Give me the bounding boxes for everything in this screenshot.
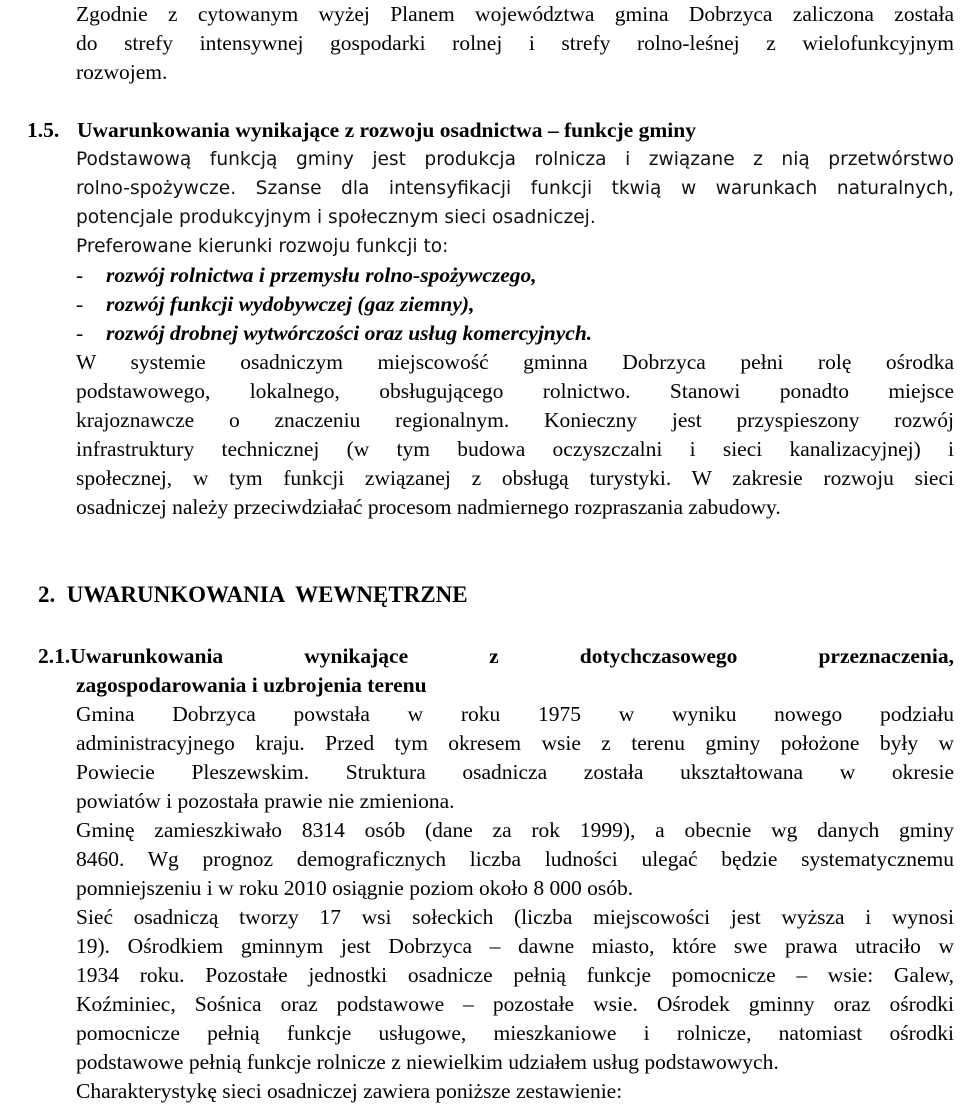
list-item-text: rozwój drobnej wytwórczości oraz usług komercyjnych. — [106, 321, 593, 345]
para-zestawienie: Charakterystykę sieci osadniczej zawiera poniższe zestawienie: — [76, 1079, 623, 1103]
para-gmina-line-3: Powiecie Pleszewskim. Struktura osadnicza została ukształtowana w okresie — [76, 760, 954, 784]
section-number: 1.5. — [27, 118, 60, 142]
para-gmina-line-2: administracyjnego kraju. Przed tym okresem wsie z terenu gminy położone były w — [76, 731, 954, 755]
para-siec-line-4: Koźminiec, Sośnica oraz podstawowe – pozostałe wsie. Ośrodek gminny oraz ośrodki — [76, 992, 954, 1016]
para-ludnosc-line-3: pomniejszeniu i w roku 2010 osiągnie poziom około 8 000 osób. — [76, 876, 634, 900]
list-dash: - — [76, 263, 84, 287]
para-system-line-6: osadniczej należy przeciwdziałać procesom nadmiernego rozpraszania zabudowy. — [76, 495, 781, 519]
para-system-line-4: infrastruktury technicznej (w tym budowa oczyszczalni i sieci kanalizacyjnej) i — [76, 437, 954, 461]
para-siec-line-1: Sieć osadniczą tworzy 17 wsi sołeckich (liczba miejscowości jest wyższa i wynosi — [76, 905, 954, 929]
section-1-5-heading — [27, 116, 954, 145]
section-2-1-heading-line-2: zagospodarowania i uzbrojenia terenu — [76, 673, 427, 697]
list-dash: - — [76, 292, 84, 316]
list-dash: - — [76, 321, 84, 345]
para-strefy-line-3: rozwojem. — [76, 60, 168, 84]
list-item-text: rozwój rolnictwa i przemysłu rolno-spożywczego, — [106, 263, 537, 287]
para-siec-line-2: 19). Ośrodkiem gminnym jest Dobrzyca – dawne miasto, które swe prawa utraciło w — [76, 934, 954, 958]
para-strefy-line-1: Zgodnie z cytowanym wyżej Planem województwa gmina Dobrzyca zaliczona została — [76, 2, 954, 26]
para-system-line-1: W systemie osadniczym miejscowość gminna Dobrzyca pełni rolę ośrodka — [76, 350, 954, 374]
para-siec-line-6: podstawowe pełnią funkcje rolnicze z niewielkim udziałem usług podstawowych. — [76, 1050, 779, 1074]
para-ludnosc-line-1: Gminę zamieszkiwało 8314 osób (dane za rok 1999), a obecnie wg danych gminy — [76, 818, 954, 842]
para-system-line-5: społecznej, w tym funkcji związanej z obsługą turystyki. W zakresie rozwoju sieci — [76, 466, 954, 490]
chapter-2-heading: 2. UWARUNKOWANIA WEWNĘTRZNE — [38, 582, 468, 607]
list-item — [76, 261, 954, 290]
para-funkcje-line-1: Podstawową funkcją gminy jest produkcja rolnicza i związane z nią przetwórstwo — [76, 149, 954, 170]
list-item — [76, 290, 954, 319]
para-siec-line-3: 1934 roku. Pozostałe jednostki osadnicze pełnią funkcje pomocnicze – wsie: Galew, — [76, 963, 954, 987]
list-item — [76, 319, 954, 348]
para-gmina-line-1: Gmina Dobrzyca powstała w roku 1975 w wyniku nowego podziału — [76, 702, 954, 726]
para-kierunki-intro: Preferowane kierunki rozwoju funkcji to: — [76, 236, 449, 257]
para-funkcje-line-2: rolno-spożywcze. Szanse dla intensyfikacji funkcji tkwią w warunkach naturalnych, — [76, 178, 954, 199]
para-gmina-line-4: powiatów i pozostała prawie nie zmieniona. — [76, 789, 455, 813]
section-title: Uwarunkowania wynikające z rozwoju osadnictwa – funkcje gminy — [77, 118, 696, 142]
para-siec-line-5: pomocnicze pełnią funkcje usługowe, mieszkaniowe i rolnicze, natomiast ośrodki — [76, 1021, 954, 1045]
list-item-text: rozwój funkcji wydobywczej (gaz ziemny), — [106, 292, 475, 316]
para-system-line-3: krajoznawcze o znaczeniu regionalnym. Konieczny jest przyspieszony rozwój — [76, 408, 954, 432]
para-funkcje-line-3: potencjale produkcyjnym i społecznym sieci osadniczej. — [76, 207, 596, 228]
para-ludnosc-line-2: 8460. Wg prognoz demograficznych liczba ludności ulegać będzie systematycznemu — [76, 847, 954, 871]
para-strefy-line-2: do strefy intensywnej gospodarki rolnej i strefy rolno-leśnej z wielofunkcyjnym — [76, 31, 954, 55]
section-2-1-heading-line-1: 2.1.Uwarunkowania wynikające z dotychczasowego przeznaczenia, — [38, 644, 954, 668]
para-system-line-2: podstawowego, lokalnego, obsługującego rolnictwo. Stanowi ponadto miejsce — [76, 379, 954, 403]
